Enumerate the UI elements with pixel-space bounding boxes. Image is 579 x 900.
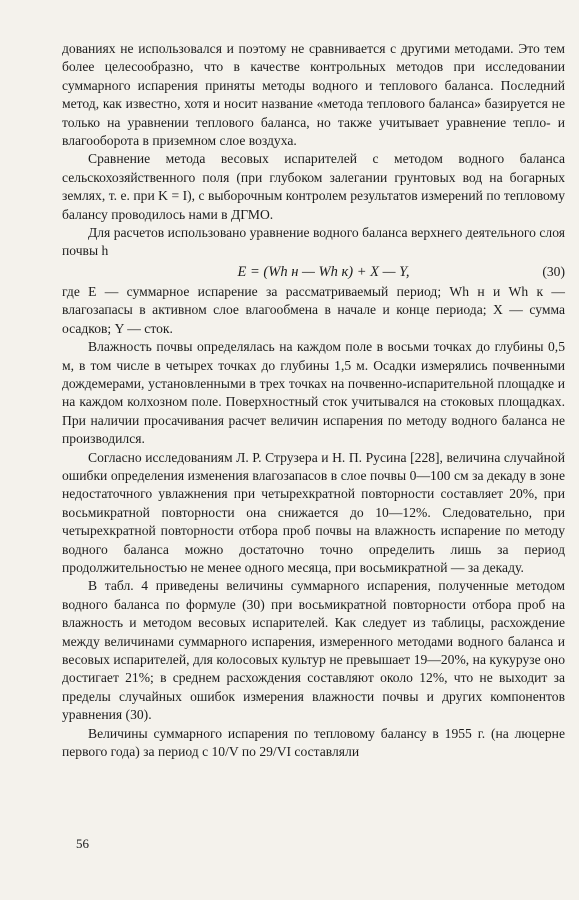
paragraph-2: Сравнение метода весовых испарителей с методом водного баланса сельскохозяйственного поля (при глубоком залегании грунтовых вод на богарных землях, т. е. при K = I), с выборочным контролем результатов измерений по тепловому балансу проводилось нами в ДГМО. <box>62 151 565 222</box>
paragraph-8: Величины суммарного испарения по тепловому балансу в 1955 г. (на люцерне первого года) за период с 10/V по 29/VI составляли <box>62 725 565 760</box>
paragraph-4: где E — суммарное испарение за рассматриваемый период; Wh н и Wh к — влагозапасы в активном слое влагообмена в начале и конце периода; X — сумма осадков; Y — сток. <box>62 283 565 336</box>
paragraph-1: дованиях не использовался и поэтому не сравнивается с другими методами. Это тем более целесообразно, что в качестве контрольных методов при исследовании суммарного испарения приняты методы водного и теплового баланса. Последний метод, как известно, хотя и носит название «метода теплового баланса» базируется не только на уравнении теплового баланса, но также учитывает уравнение тепло- и влагооборота в приземном слое воздуха. <box>62 41 565 149</box>
paragraph-7: В табл. 4 приведены величины суммарного испарения, полученные методом водного баланса по формуле (30) при восьмикратной повторности отбора проб на влажность и методом весовых испарителей. Как следует из таблицы, расхождение между величинами суммарного испарения, измеренного методами водного баланса и весовых испарителей, для колосовых культур не превышает 19—20%, на кукурузе оно достигает 21%; в среднем расхождения составляют около 12%, что не выходит за пределы случайных ошибок измерения влажности почвы и других компонентов уравнения (30). <box>62 578 565 723</box>
equation-30 <box>62 261 565 283</box>
equation-number: (30) <box>542 263 565 279</box>
paragraph-6: Согласно исследованиям Л. Р. Струзера и Н. П. Русина [228], величина случайной ошибки определения изменения влагозапасов в слое почвы 0—100 см за декаду в зоне недостаточного увлажнения при четырехкратной повторности составляет 20%, при восьмикратной повторности она снижается до 10—12%. Следовательно, при четырехкратной повторности отбора проб почвы на влажность испарение по методу водного баланса можно достаточно точно определить лишь за период продолжительностью не менее одного месяца, при восьмикратной — за декаду. <box>62 449 565 575</box>
paragraph-3: Для расчетов использовано уравнение водного баланса верхнего деятельного слоя почвы h <box>62 225 565 259</box>
page-number: 56 <box>76 836 89 851</box>
equation-body: E = (Wh н — Wh к) + X — Y, <box>237 263 410 280</box>
paragraph-5: Влажность почвы определялась на каждом поле в восьми точках до глубины 0,5 м, в том числе в четырех точках до глубины 1,5 м. Осадки измерялись почвенными дождемерами, установленными в трех точках на почвенно-испарительной площадке и на каждом колхозном поле. Поверхностный сток учитывался на стоковых площадках. При наличии просачивания расчет величин испарения по методу водного баланса не производился. <box>62 339 565 447</box>
